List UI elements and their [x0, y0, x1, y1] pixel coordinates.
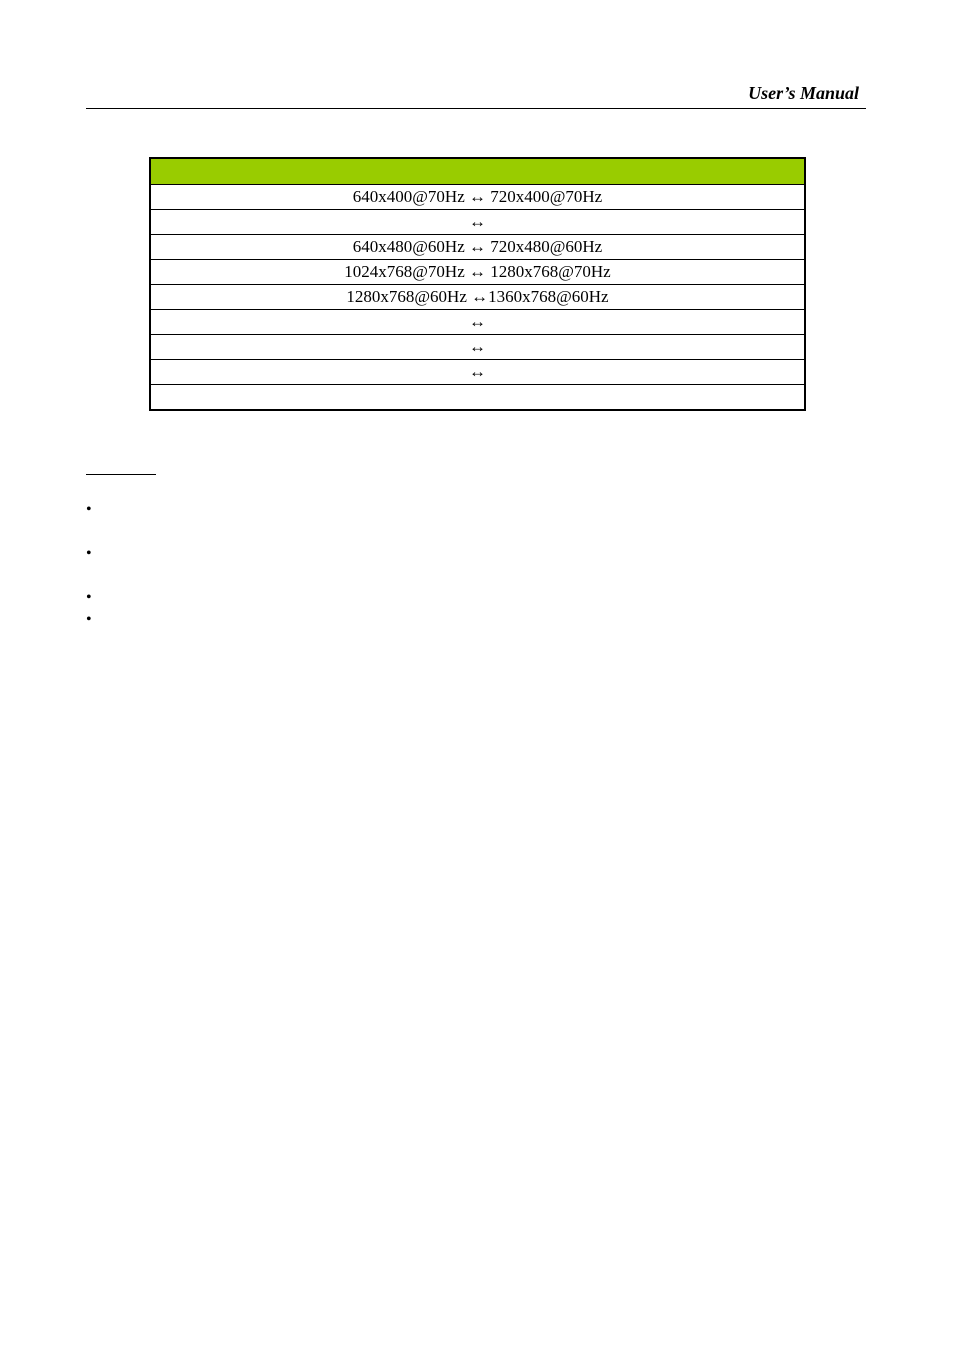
table-row: [150, 335, 805, 360]
table-header-cell: [150, 158, 805, 185]
table-cell: [150, 385, 805, 411]
table-cell: ↔: [150, 335, 805, 360]
list-item: [86, 544, 94, 564]
table-cell: 640x400@70Hz ↔ 720x400@70Hz: [150, 185, 805, 210]
table-row: [150, 260, 805, 285]
bullet-icon: •: [86, 501, 92, 518]
table-row: [150, 210, 805, 235]
table-cell: 640x480@60Hz ↔ 720x480@60Hz: [150, 235, 805, 260]
table-cell: 1280x768@60Hz ↔1360x768@60Hz: [150, 285, 805, 310]
list-item: [86, 500, 94, 520]
notes-heading: [86, 458, 156, 475]
table-cell: ↔: [150, 210, 805, 235]
table-header-row: [150, 158, 805, 185]
table-row: [150, 360, 805, 385]
table-row: [150, 285, 805, 310]
header-divider: [86, 108, 866, 109]
table-cell: ↔: [150, 360, 805, 385]
table-cell: 1024x768@70Hz ↔ 1280x768@70Hz: [150, 260, 805, 285]
table-row: [150, 185, 805, 210]
display-mode-table: [149, 157, 806, 411]
bullet-icon: •: [86, 611, 92, 628]
table-row: [150, 310, 805, 335]
bullet-icon: •: [86, 545, 92, 562]
table-row: [150, 385, 805, 411]
table-cell: ↔: [150, 310, 805, 335]
bullet-icon: •: [86, 589, 92, 606]
running-header-title: User’s Manual: [748, 83, 859, 103]
table-row: [150, 235, 805, 260]
list-item: [86, 610, 94, 630]
list-item: [86, 588, 94, 608]
